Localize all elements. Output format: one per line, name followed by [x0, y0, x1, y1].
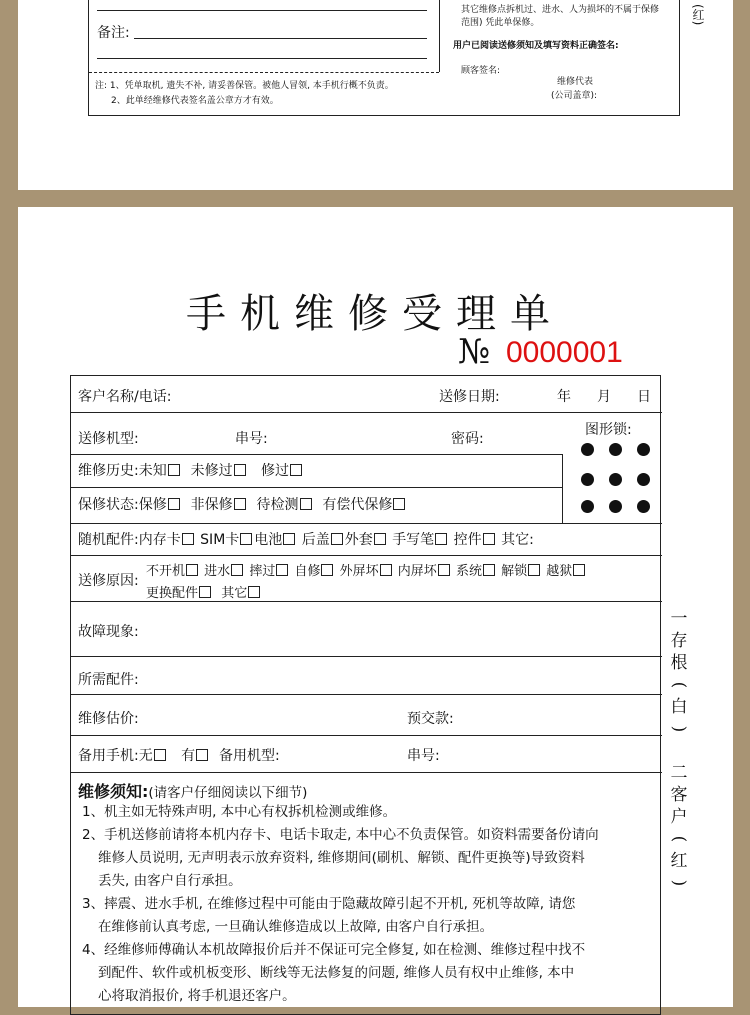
reason-label: 送修原因: [78, 573, 139, 589]
top-divider [439, 0, 440, 72]
row-divider [71, 735, 662, 736]
pattern-dot[interactable] [609, 500, 622, 513]
side-label-stub: 一 存 根 ( 白 ) [669, 609, 689, 733]
checkbox[interactable] [283, 533, 295, 545]
warranty-label: 保修状态: [78, 497, 139, 513]
checkbox[interactable] [234, 464, 246, 476]
checkbox[interactable] [483, 564, 495, 576]
warranty-paid[interactable]: 有偿代保修 [322, 497, 407, 513]
checkbox[interactable] [240, 533, 252, 545]
remark-line-2 [97, 58, 427, 59]
day-label: 日 [637, 389, 651, 405]
serial-number: 0000001 [506, 336, 623, 369]
checkbox[interactable] [199, 586, 211, 598]
notice-line: 心将取消报价, 将手机退还客户。 [98, 988, 296, 1004]
notice-line: 1、机主如无特殊声明, 本中心有权拆机检测或维修。 [82, 804, 397, 820]
reason-replace-parts: 更换配件 [146, 586, 199, 601]
checkbox[interactable] [196, 749, 208, 761]
row-divider [71, 694, 662, 695]
backup-label: 备用手机: [78, 748, 139, 764]
warranty-pending[interactable]: 待检测 [257, 497, 314, 513]
seal-label: (公司盖章): [551, 91, 598, 101]
backup-yes: 有 [181, 748, 196, 764]
pattern-lock-label: 图形锁: [585, 422, 632, 438]
reason-other: 其它 [221, 586, 248, 601]
acc-back-cover: 后盖 [301, 532, 330, 548]
row-divider [71, 555, 662, 556]
checkbox[interactable] [573, 564, 585, 576]
checkbox[interactable] [300, 498, 312, 510]
accessories-row [78, 529, 534, 549]
backup-row [78, 745, 280, 765]
backup-model-label: 备用机型: [218, 748, 280, 764]
reason-row-2 [146, 582, 262, 601]
pattern-dot[interactable] [609, 443, 622, 456]
pattern-dot[interactable] [581, 443, 594, 456]
reason-row-1 [146, 560, 587, 579]
pattern-dot[interactable] [637, 443, 650, 456]
checkbox[interactable] [374, 533, 386, 545]
rep-label: 维修代表 [557, 77, 594, 87]
reason-self-repair: 自修 [294, 564, 321, 579]
repair-form [70, 375, 661, 1015]
checkbox[interactable] [248, 586, 260, 598]
month-label: 月 [597, 389, 611, 405]
notice-line: 4、经维修师傅确认本机故障报价后并不保证可完全修复, 如在检测、维修过程中找不 [82, 942, 586, 958]
history-repaired[interactable]: 修过 [261, 463, 304, 479]
row-divider [71, 772, 662, 773]
number-sign: № [458, 332, 491, 372]
pattern-divider [562, 454, 563, 523]
checkbox[interactable] [483, 533, 495, 545]
notice-heading: 维修须知: [78, 782, 149, 801]
acc-memory-card: 内存卡 [138, 532, 181, 548]
customer-label: 客户名称/电话: [78, 389, 172, 405]
pattern-dot[interactable] [637, 500, 650, 513]
row-divider [71, 601, 662, 602]
acc-stylus: 手写笔 [392, 532, 435, 548]
checkbox[interactable] [528, 564, 540, 576]
pattern-dot[interactable] [581, 500, 594, 513]
notice-header [78, 779, 307, 802]
parts-label: 所需配件: [78, 672, 139, 688]
note-1: 注: 1、凭单取机, 遗失不补, 请妥善保管。被他人冒领, 本手机行概不负责。 [95, 81, 394, 91]
reason-water: 进水 [204, 564, 231, 579]
checkbox[interactable] [182, 533, 194, 545]
pattern-dot[interactable] [581, 473, 594, 486]
remark-line [134, 38, 427, 39]
history-unknown[interactable]: 未知 [139, 463, 182, 479]
notice-line: 维修人员说明, 无声明表示放弃资料, 维修期间(刷机、解锁、配件更换等)导致资料 [98, 850, 585, 866]
top-side-mark: (红) [691, 4, 705, 26]
dashed-divider [89, 72, 439, 73]
warranty-yes[interactable]: 保修 [139, 497, 182, 513]
notice-line: 3、摔震、进水手机, 在维修过程中可能由于隐藏故障引起不开机, 死机等故障, 请您 [82, 896, 576, 912]
checkbox[interactable] [168, 464, 180, 476]
acc-case: 外套 [344, 532, 373, 548]
warranty-no[interactable]: 非保修 [191, 497, 248, 513]
checkbox[interactable] [231, 564, 243, 576]
confirm-text: 用户已阅读送修须知及填写资料正确签名: [453, 41, 619, 51]
notice-subheading: (请客户仔细阅读以下细节) [148, 785, 308, 801]
checkbox[interactable] [186, 564, 198, 576]
reason-jailbreak: 越狱 [546, 564, 573, 579]
checkbox[interactable] [154, 749, 166, 761]
checkbox[interactable] [290, 464, 302, 476]
notice-line: 2、手机送修前请将本机内存卡、电话卡取走, 本中心不负责保管。如资料需要备份请向 [82, 827, 599, 843]
reason-unlock: 解锁 [501, 564, 528, 579]
pattern-dot[interactable] [637, 473, 650, 486]
backup-serial-label: 串号: [407, 748, 440, 764]
warranty-row [78, 494, 407, 514]
deposit-label: 预交款: [407, 711, 454, 727]
checkbox[interactable] [380, 564, 392, 576]
reason-inner-screen: 内屏坏 [397, 564, 437, 579]
customer-sign: 顾客签名: [461, 66, 501, 76]
reason-system: 系统 [455, 564, 482, 579]
row-divider [71, 487, 562, 488]
password-label: 密码: [451, 431, 484, 447]
acc-sim: SIM卡 [200, 532, 240, 548]
model-label: 送修机型: [78, 431, 139, 447]
checkbox[interactable] [321, 564, 333, 576]
note-2: 2、此单经维修代表签名盖公章方才有效。 [111, 96, 279, 106]
acc-control: 控件 [453, 532, 482, 548]
checkbox[interactable] [276, 564, 288, 576]
reason-no-power: 不开机 [146, 564, 186, 579]
row-divider [71, 412, 662, 413]
row-divider [71, 454, 562, 455]
notice-line: 在维修前认真考虑, 一旦确认维修造成以上故障, 由客户自行承担。 [98, 919, 494, 935]
checkbox[interactable] [168, 498, 180, 510]
acc-battery: 电池 [254, 532, 283, 548]
checkbox[interactable] [435, 533, 447, 545]
estimate-label: 维修估价: [78, 711, 139, 727]
remark-label: 备注: [97, 25, 130, 41]
acc-other: 其它: [501, 532, 534, 548]
pattern-dot[interactable] [609, 473, 622, 486]
accessories-label: 随机配件: [78, 532, 139, 548]
notice-line: 到配件、软件或机板变形、断线等无法修复的问题, 维修人员有权中止维修, 本中 [98, 965, 575, 981]
year-label: 年 [557, 389, 571, 405]
warranty-text-2: 范围) 凭此单保修。 [461, 18, 540, 28]
row-divider [71, 523, 662, 524]
backup-no: 无 [138, 748, 153, 764]
side-label-customer: 二 客 户 ( 红 ) [669, 763, 689, 887]
form-title: 手机维修受理单 [186, 291, 564, 337]
top-form [88, 0, 680, 116]
checkbox[interactable] [438, 564, 450, 576]
date-label: 送修日期: [439, 389, 500, 405]
checkbox[interactable] [331, 533, 343, 545]
fault-label: 故障现象: [78, 624, 139, 640]
imei-label: 串号: [235, 431, 268, 447]
warranty-text-1: 其它维修点拆机过、进水、人为损坏的不属于保修 [461, 5, 660, 15]
history-label: 维修历史: [78, 463, 139, 479]
row-divider [71, 656, 662, 657]
notice-line: 丢失, 由客户自行承担。 [98, 873, 242, 889]
reason-outer-screen: 外屏坏 [339, 564, 379, 579]
history-never[interactable]: 未修过 [191, 463, 248, 479]
checkbox[interactable] [393, 498, 405, 510]
top-line [97, 10, 427, 11]
history-row [78, 460, 304, 480]
checkbox[interactable] [234, 498, 246, 510]
reason-dropped: 摔过 [249, 564, 276, 579]
